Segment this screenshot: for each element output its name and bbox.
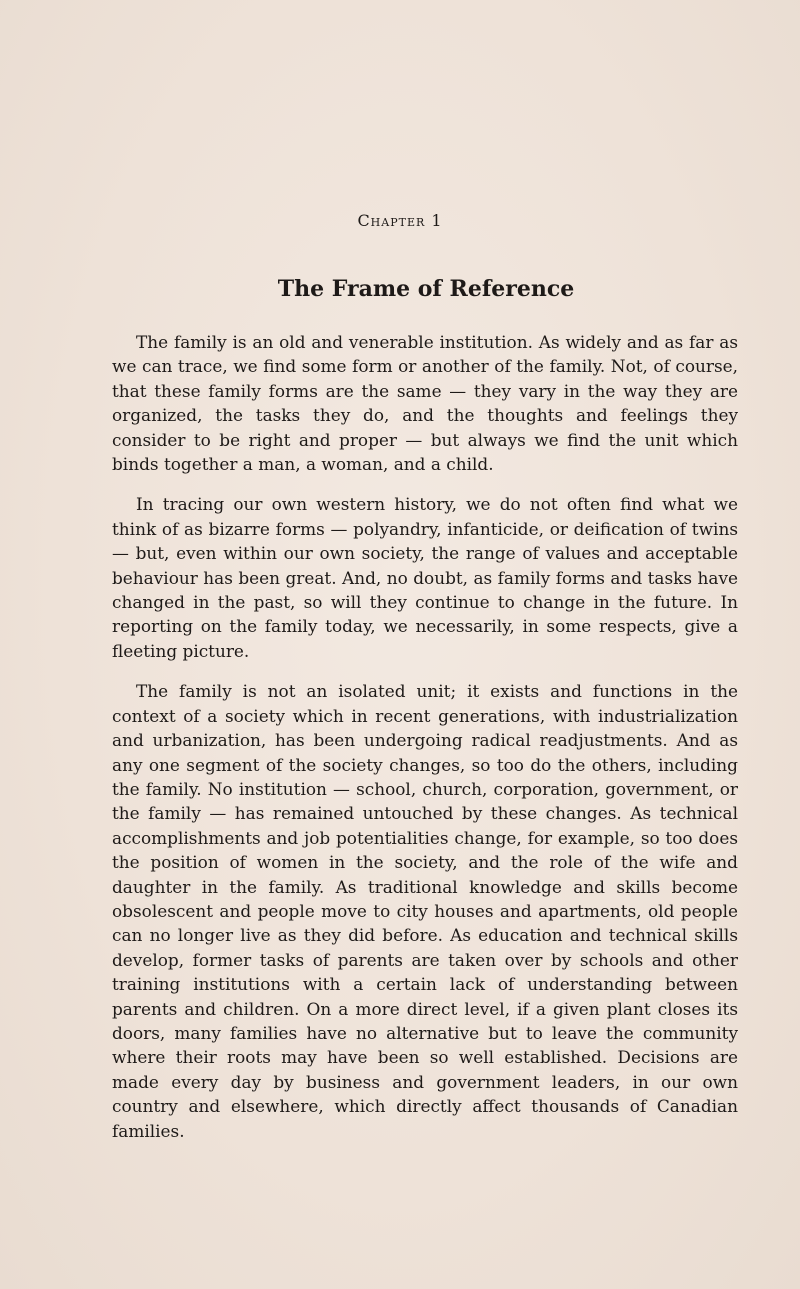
chapter-label: Chapter 1 (357, 211, 443, 230)
paragraph-1: The family is an old and venerable institution. As widely and as far as we can trace, we find some form or another of the family. Not, of course, that these family forms are the same — they vary in the way they are organized, the tasks they do, and the thoughts and feelings they consider to be right and proper — but always we find the unit which binds together a man, a woman, and a child. (112, 332, 738, 475)
chapter-title: The Frame of Reference (277, 276, 575, 302)
paragraph-2: In tracing our own western history, we do not often find what we think of as bizarre forms — polyandry, infanticide, or deification of twins — but, even within our own society, the range of values and acceptable behaviour has been great. And, no doubt, as family forms and tasks have changed in the past, so will they continue to change in the future. In reporting on the family today, we necessarily, in some respects, give a fleeting picture. (112, 494, 738, 661)
paragraph-3: The family is not an isolated unit; it exists and functions in the context of a society which in recent generations, with industrialization and urbanization, has been undergoing radical readjustments. And as any one segment of the society changes, so too do the others, including the family. No institution — school, church, corporation, government, or the family — has remained untouched by these changes. As technical accomplishments and job potentialities change, for example, so too does the position of women in the society, and the role of the wife and daughter in the family. As traditional knowledge and skills become obsolescent and people move to city houses and apartments, old people can no longer live as they did before. As education and technical skills develop, former tasks of parents are taken over by schools and other training institutions with a certain lack of understanding between parents and children. On a more direct level, if a given plant closes its doors, many families have no alternative but to leave the community where their roots may have been so well established. Decisions are made every day by business and government leaders, in our own country and elsewhere, which directly affect thousands of Canadian families. (112, 681, 738, 1141)
body-text (112, 330, 738, 1159)
